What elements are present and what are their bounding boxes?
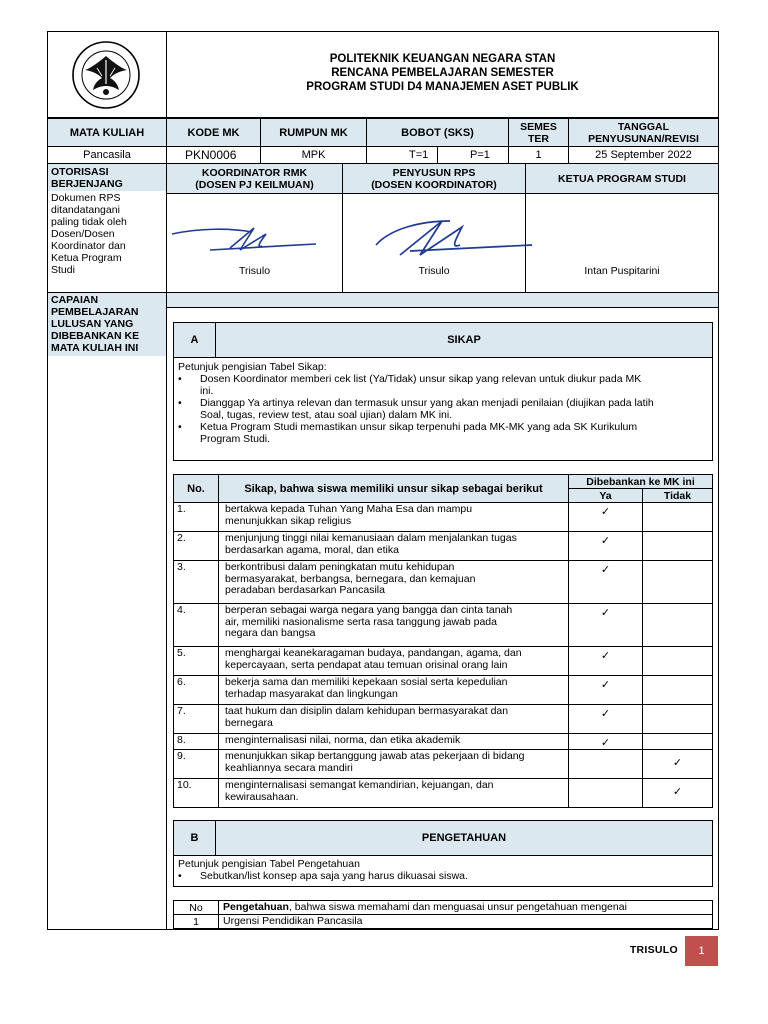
sikap-header-desc: Sikap, bahwa siswa memiliki unsur sikap sebagai berikut bbox=[218, 474, 569, 503]
sikap-row-no: 8. bbox=[173, 733, 219, 750]
header-bobot: BOBOT (SKS) bbox=[366, 118, 509, 147]
pengetahuan-header-no: No bbox=[173, 900, 219, 915]
sikap-row-desc: menginternalisasi nilai, norma, dan etika akademik bbox=[218, 733, 569, 750]
course-semester: 1 bbox=[508, 146, 569, 164]
pengetahuan-row-text: Urgensi Pendidikan Pancasila bbox=[218, 914, 713, 929]
sikap-row-tidak bbox=[642, 675, 713, 705]
sikap-row-no: 3. bbox=[173, 560, 219, 604]
cpl-label-cell bbox=[47, 292, 167, 930]
sikap-row-tidak bbox=[642, 560, 713, 604]
ketua-header: KETUA PROGRAM STUDI bbox=[525, 163, 719, 194]
sikap-header-group: Dibebankan ke MK ini bbox=[568, 474, 713, 489]
sikap-row-desc: berperan sebagai warga negara yang bangga dan cinta tanah air, memiliki nasionalisme serta rasa tanggung jawab pada negara dan bangsa bbox=[218, 603, 569, 647]
sikap-row-ya bbox=[568, 778, 643, 808]
sikap-row-desc: menginternalisasi semangat kemandirian, kejuangan, dan kewirausahaan. bbox=[218, 778, 569, 808]
header-semester: SEMES TER bbox=[508, 118, 569, 147]
sikap-row-ya: ✓ bbox=[568, 560, 643, 604]
page-number: 1 bbox=[698, 945, 705, 957]
header-rumpun-mk: RUMPUN MK bbox=[260, 118, 367, 147]
signature-penyusun bbox=[370, 215, 535, 263]
section-b-title: PENGETAHUAN bbox=[215, 820, 713, 856]
sikap-row-no: 2. bbox=[173, 531, 219, 561]
course-sks-t: T=1 bbox=[366, 146, 438, 164]
section-b-instructions: Petunjuk pengisian Tabel Pengetahuan • Sebutkan/list konsep apa saja yang harus dikuasai siswa. bbox=[173, 855, 713, 887]
sikap-header-no: No. bbox=[173, 474, 219, 503]
cpl-top-bar bbox=[166, 292, 719, 308]
header-tanggal: TANGGAL PENYUSUNAN/REVISI bbox=[568, 118, 719, 147]
sikap-row-tidak: ✓ bbox=[642, 749, 713, 779]
sikap-row-no: 6. bbox=[173, 675, 219, 705]
document-title: RENCANA PEMBELAJARAN SEMESTER bbox=[331, 67, 554, 79]
koordinator-header: KOORDINATOR RMK (DOSEN PJ KEILMUAN) bbox=[166, 163, 343, 194]
sikap-row-tidak bbox=[642, 603, 713, 647]
course-date: 25 September 2022 bbox=[568, 146, 719, 164]
sikap-row-ya: ✓ bbox=[568, 733, 643, 750]
course-rumpun: MPK bbox=[260, 146, 367, 164]
institution-logo bbox=[71, 40, 141, 110]
program-name: PROGRAM STUDI D4 MANAJEMEN ASET PUBLIK bbox=[306, 81, 579, 93]
sikap-row-desc: bekerja sama dan memiliki kepekaan sosial serta kepedulian terhadap masyarakat dan lingkungan bbox=[218, 675, 569, 705]
sikap-row-desc: menjunjung tinggi nilai kemanusiaan dalam menjalankan tugas berdasarkan agama, moral, dan etika bbox=[218, 531, 569, 561]
signer-koordinator: Trisulo bbox=[238, 265, 271, 277]
section-a-letter: A bbox=[173, 322, 216, 358]
pengetahuan-row-no: 1 bbox=[173, 914, 219, 929]
sikap-row-ya: ✓ bbox=[568, 675, 643, 705]
authorization-label: OTORISASI BERJENJANG bbox=[48, 164, 166, 191]
section-a-instructions: Petunjuk pengisian Tabel Sikap: • Dosen Koordinator memberi cek list (Ya/Tidak) unsur sikap yang relevan untuk diukur pada MK ini. • Dianggap Ya artinya relevan dan termasuk unsur yang akan menjadi penilaian (diujikan pada latih Soal, tugas, review test, atau soal ujian) dalam MK ini. • Ketua Program Studi memastikan unsur sikap terpenuhi pada MK-MK yang ada SK Kurikulum Program Studi. bbox=[173, 357, 713, 461]
sikap-row-tidak: ✓ bbox=[642, 778, 713, 808]
signature-koordinator bbox=[170, 220, 320, 260]
cpl-label: CAPAIAN PEMBELAJARAN LULUSAN YANG DIBEBANKAN KE MATA KULIAH INI bbox=[48, 293, 166, 356]
page-number-badge bbox=[685, 936, 718, 966]
section-a-title: SIKAP bbox=[215, 322, 713, 358]
signer-penyusun: Trisulo bbox=[418, 265, 450, 277]
penyusun-header: PENYUSUN RPS (DOSEN KOORDINATOR) bbox=[342, 163, 526, 194]
sikap-row-tidak bbox=[642, 704, 713, 734]
sikap-row-ya: ✓ bbox=[568, 603, 643, 647]
sikap-row-tidak bbox=[642, 531, 713, 561]
sikap-header-tidak: Tidak bbox=[642, 488, 713, 503]
sikap-row-no: 10. bbox=[173, 778, 219, 808]
sikap-row-desc: taat hukum dan disiplin dalam kehidupan bermasyarakat dan bernegara bbox=[218, 704, 569, 734]
sikap-row-tidak bbox=[642, 733, 713, 750]
sikap-row-tidak bbox=[642, 502, 713, 532]
footer-author: TRISULO bbox=[629, 944, 678, 956]
course-code: PKN0006 bbox=[166, 146, 261, 164]
signer-ketua: Intan Puspitarini bbox=[584, 265, 660, 277]
sikap-row-no: 9. bbox=[173, 749, 219, 779]
sikap-row-no: 1. bbox=[173, 502, 219, 532]
course-name: Pancasila bbox=[47, 146, 167, 164]
header-mata-kuliah: MATA KULIAH bbox=[47, 118, 167, 147]
sikap-row-desc: berkontribusi dalam peningkatan mutu kehidupan bermasyarakat, berbangsa, bernegara, dan kemajuan peradaban berdasarkan Pancasila bbox=[218, 560, 569, 604]
sikap-header-ya: Ya bbox=[568, 488, 643, 503]
section-b-letter: B bbox=[173, 820, 216, 856]
authorization-note: Dokumen RPS ditandatangani paling tidak oleh Dosen/Dosen Koordinator dan Ketua Program Studi bbox=[51, 192, 127, 276]
sikap-row-ya: ✓ bbox=[568, 531, 643, 561]
sikap-row-desc: menghargai keanekaragaman budaya, pandangan, agama, dan kepercayaan, serta pendapat atau temuan orisinal orang lain bbox=[218, 646, 569, 676]
sikap-row-ya bbox=[568, 749, 643, 779]
sikap-row-no: 7. bbox=[173, 704, 219, 734]
header-kode-mk: KODE MK bbox=[166, 118, 261, 147]
sikap-row-desc: bertakwa kepada Tuhan Yang Maha Esa dan mampu menunjukkan sikap religius bbox=[218, 502, 569, 532]
pengetahuan-header-desc: Pengetahuan, bahwa siswa memahami dan menguasai unsur pengetahuan mengenai bbox=[218, 900, 713, 915]
signature-cell-ketua bbox=[525, 193, 719, 293]
course-sks-p: P=1 bbox=[437, 146, 509, 164]
sikap-row-no: 4. bbox=[173, 603, 219, 647]
institution-name: POLITEKNIK KEUANGAN NEGARA STAN bbox=[329, 53, 556, 65]
sikap-row-desc: menunjukkan sikap bertanggung jawab atas pekerjaan di bidang keahliannya secara mandiri bbox=[218, 749, 569, 779]
sikap-row-ya: ✓ bbox=[568, 646, 643, 676]
sikap-row-ya: ✓ bbox=[568, 502, 643, 532]
sikap-row-tidak bbox=[642, 646, 713, 676]
sikap-row-no: 5. bbox=[173, 646, 219, 676]
sikap-row-ya: ✓ bbox=[568, 704, 643, 734]
